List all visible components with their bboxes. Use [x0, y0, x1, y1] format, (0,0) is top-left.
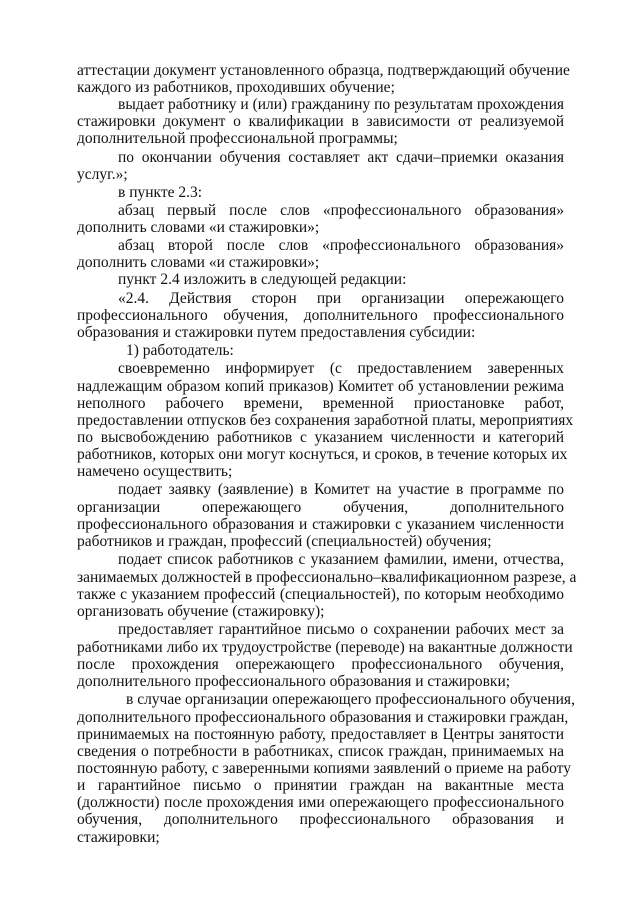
- text-line: занимаемых должностей в профессионально–квалификационном разрезе, а: [77, 569, 577, 586]
- text-line: дополнительного профессионального образования и стажировки;: [77, 673, 511, 690]
- text-line: образования и стажировки путем предоставления субсидии:: [77, 324, 476, 341]
- text-line: предоставлении отпусков без сохранения заработной платы, мероприятиях: [77, 412, 574, 429]
- text-line: и гарантийное письмо о принятии граждан на вакантные места: [77, 777, 564, 794]
- text-line: по высвобождению работников с указанием численности и категорий: [77, 429, 564, 446]
- text-line: предоставляет гарантийное письмо о сохранении рабочих мест за: [118, 621, 564, 638]
- text-line: выдает работнику и (или) гражданину по результатам прохождения: [118, 96, 564, 113]
- text-line: (должности) после прохождения ими опережающего профессионального: [77, 794, 564, 811]
- text-line: пункт 2.4 изложить в следующей редакции:: [118, 271, 407, 288]
- text-line: постоянную работу, с заверенными копиями заявлений о приеме на работу: [77, 760, 571, 777]
- text-line: «2.4. Действия сторон при организации опережающего: [118, 290, 564, 307]
- text-line: профессионального обучения, дополнительного профессионального: [77, 307, 564, 324]
- text-line: работниками либо их трудоустройстве (переводе) на вакантные должности: [77, 639, 573, 656]
- text-line: сведения о потребности в работниках, список граждан, принимаемых на: [77, 743, 564, 760]
- text-line: после прохождения опережающего профессионального обучения,: [77, 656, 564, 673]
- text-line: абзац первый после слов «профессионального образования»: [118, 202, 564, 219]
- text-line: организовать обучение (стажировку);: [77, 603, 325, 620]
- text-line: стажировки;: [77, 829, 160, 846]
- text-line: профессионального образования и стажировки с указанием численности: [77, 516, 564, 533]
- text-line: каждого из работников, проходивших обучение;: [77, 79, 395, 96]
- text-line: дополнить словами «и стажировки»;: [77, 219, 320, 236]
- text-line: в случае организации опережающего профессионального обучения,: [126, 691, 575, 708]
- text-line: неполного рабочего времени, временной приостановке работ,: [77, 395, 564, 412]
- text-line: организации опережающего обучения, дополнительного: [77, 499, 564, 516]
- text-line: работников, которых они могут коснуться, и сроков, в течение которых их: [77, 446, 568, 463]
- text-line: дополнительной профессиональной программы;: [77, 130, 398, 147]
- text-line: подает заявку (заявление) в Комитет на участие в программе по: [118, 481, 564, 498]
- text-line: аттестации документ установленного образца, подтверждающий обучение: [77, 62, 570, 79]
- text-line: подает список работников с указанием фамилии, имени, отчества,: [118, 551, 564, 568]
- text-line: своевременно информирует (с предоставлением заверенных: [118, 360, 564, 377]
- text-line: обучения, дополнительного профессионального образования и: [77, 811, 564, 828]
- text-line: дополнить словами «и стажировки»;: [77, 254, 320, 271]
- text-line: принимаемых на постоянную работу, предоставляет в Центры занятости: [77, 726, 564, 743]
- text-line: работников и граждан, профессий (специальностей) обучения;: [77, 533, 492, 550]
- text-line: стажировки документ о квалификации в зависимости от реализуемой: [77, 113, 564, 130]
- text-line: дополнительного профессионального образования и стажировки граждан,: [77, 709, 569, 726]
- text-line: намечено осуществить;: [77, 463, 233, 480]
- text-line: по окончании обучения составляет акт сдачи–приемки оказания: [118, 149, 564, 166]
- text-line: 1) работодатель:: [126, 342, 234, 359]
- text-line: также с указанием профессий (специальностей), по которым необходимо: [77, 586, 564, 603]
- text-line: абзац второй после слов «профессионального образования»: [118, 237, 564, 254]
- text-line: услуг.»;: [77, 166, 128, 183]
- text-line: в пункте 2.3:: [118, 184, 203, 201]
- text-line: надлежащим образом копий приказов) Комитет об установлении режима: [77, 378, 564, 395]
